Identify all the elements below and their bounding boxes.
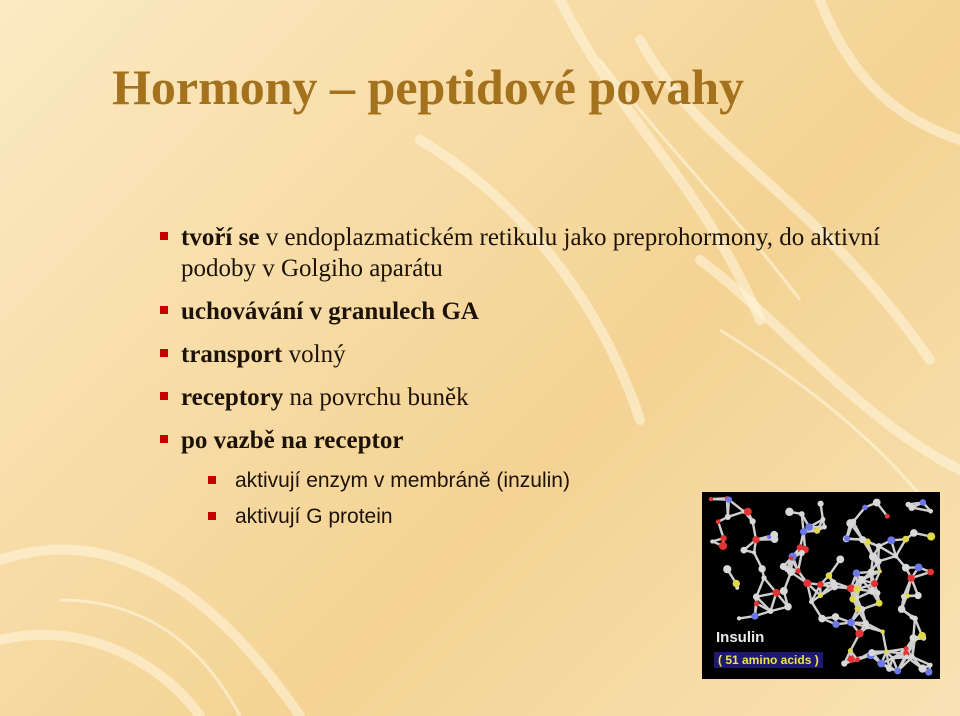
bullet-text: volný — [282, 341, 346, 368]
image-caption: ( 51 amino acids ) — [714, 652, 823, 668]
bullet-square-icon — [160, 232, 168, 240]
bullet-square-icon — [160, 392, 168, 400]
bullet-item — [160, 382, 880, 413]
bullet-bold-text: receptory — [181, 384, 284, 411]
sub-bullet-item — [208, 468, 880, 494]
bullet-square-icon — [208, 512, 216, 520]
molecule-model-icon — [702, 492, 940, 679]
slide-title: Hormony – peptidové povahy — [112, 59, 745, 115]
bullet-square-icon — [160, 306, 168, 314]
insulin-molecule-image — [702, 492, 940, 679]
bullet-square-icon — [160, 435, 168, 443]
bullet-list — [160, 222, 880, 530]
sub-bullet-text: aktivují enzym v membráně (inzulin) — [235, 469, 570, 492]
bullet-square-icon — [208, 476, 216, 484]
bullet-item — [160, 425, 880, 456]
bullet-item — [160, 339, 880, 370]
bullet-bold-text: transport — [181, 341, 283, 368]
sub-bullet-text: aktivují G protein — [235, 505, 393, 528]
bullet-bold-text: uchovávání v granulech GA — [181, 298, 479, 325]
bullet-item — [160, 222, 880, 284]
bullet-bold-text: tvoří se — [181, 224, 260, 251]
image-label: Insulin — [716, 629, 765, 646]
bullet-text: na povrchu buněk — [283, 384, 469, 411]
bullet-bold-text: po vazbě na receptor — [181, 427, 404, 454]
bullet-text: v endoplazmatickém retikulu jako preprohormony, do aktivní podoby v Golgiho aparátu — [181, 224, 880, 282]
bullet-item — [160, 296, 880, 327]
bullet-square-icon — [160, 349, 168, 357]
